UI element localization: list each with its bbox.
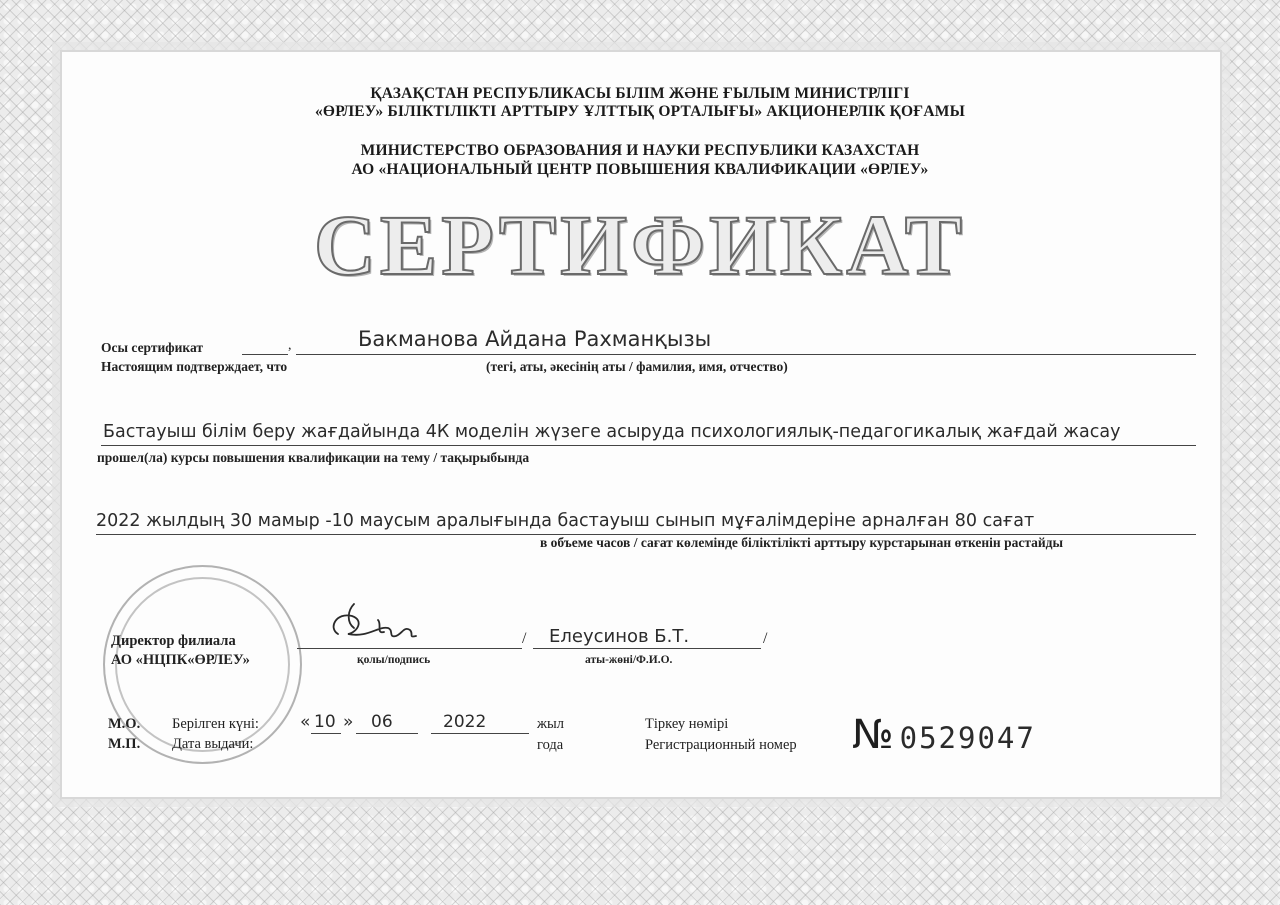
recipient-short-underline	[242, 354, 288, 355]
registration-number-block	[852, 712, 1036, 758]
signature-slash-right: /	[763, 630, 768, 647]
recipient-label-kz: Осы сертификат	[101, 340, 204, 355]
issue-month-underline	[356, 733, 418, 734]
course-period-hint: в объеме часов / сағат көлемінде біліктілікті арттыру курстарынан өткенін растайды	[540, 535, 1064, 550]
issue-quote-close: »	[343, 712, 354, 732]
header-kz-ministry: ҚАЗАҚСТАН РЕСПУБЛИКАСЫ БІЛІМ ЖӘНЕ ҒЫЛЫМ МИНИСТРЛІГІ	[370, 85, 910, 102]
signatory-name-hint: аты-жөні/Ф.И.О.	[585, 654, 673, 666]
seal-place-kz: М.О.	[108, 716, 141, 732]
course-period: 2022 жылдың 30 мамыр -10 маусым аралығында бастауыш сынып мұғалімдеріне арналған 80 сағат	[96, 511, 1035, 531]
signature-hint: қолы/подпись	[357, 654, 431, 666]
recipient-comma: ,	[288, 338, 292, 353]
signatory-name: Елеусинов Б.Т.	[549, 626, 690, 647]
recipient-label-ru: Настоящим подтверждает, что	[101, 359, 288, 374]
registration-label-kz: Тіркеу нөмірі	[645, 716, 729, 732]
registration-number: 0529047	[899, 721, 1036, 755]
issue-year: 2022	[443, 712, 487, 732]
issue-year-underline	[431, 733, 529, 734]
signatory-name-underline	[533, 648, 761, 649]
issue-month: 06	[371, 712, 393, 732]
issue-date-label-ru: Дата выдачи:	[172, 736, 254, 752]
signatory-role-line2: АО «НЦПК«ӨРЛЕУ»	[111, 652, 250, 668]
signature-underline	[297, 648, 522, 649]
number-sign: №	[852, 712, 894, 758]
issue-year-word-ru: года	[537, 737, 564, 753]
issue-year-word-kz: жыл	[537, 716, 564, 732]
recipient-name-hint: (тегі, аты, әкесінің аты / фамилия, имя, отчество)	[486, 359, 788, 374]
issue-day: 10	[314, 712, 336, 732]
course-topic-hint: прошел(ла) курсы повышения квалификации на тему / тақырыбында	[97, 450, 530, 465]
signatory-role-line1: Директор филиала	[111, 633, 236, 649]
issue-day-underline	[311, 733, 341, 734]
header-ru-center: АО «НАЦИОНАЛЬНЫЙ ЦЕНТР ПОВЫШЕНИЯ КВАЛИФИКАЦИИ «ӨРЛЕУ»	[351, 161, 929, 178]
course-topic: Бастауыш білім беру жағдайында 4К моделін жүзеге асыруда психологиялық-педагогикалық жағдай жасау	[103, 422, 1121, 442]
recipient-name: Бакманова Айдана Рахманқызы	[358, 327, 712, 351]
issue-quote-open: «	[300, 712, 311, 732]
registration-label-ru: Регистрационный номер	[645, 737, 797, 753]
handwritten-signature	[318, 598, 438, 658]
signature-slash-left: /	[522, 630, 527, 647]
certificate-title: СЕРТИФИКАТ	[313, 197, 967, 293]
issue-date-label-kz: Берілген күні:	[172, 716, 259, 732]
seal-place-ru: М.П.	[108, 736, 141, 752]
header-kz-center: «ӨРЛЕУ» БІЛІКТІЛІКТІ АРТТЫРУ ҰЛТТЫҚ ОРТАЛЫҒЫ» АКЦИОНЕРЛІК ҚОҒАМЫ	[314, 103, 966, 120]
course-topic-underline	[101, 445, 1196, 446]
recipient-name-underline	[296, 354, 1196, 355]
header-ru-ministry: МИНИСТЕРСТВО ОБРАЗОВАНИЯ И НАУКИ РЕСПУБЛИКИ КАЗАХСТАН	[360, 142, 920, 159]
